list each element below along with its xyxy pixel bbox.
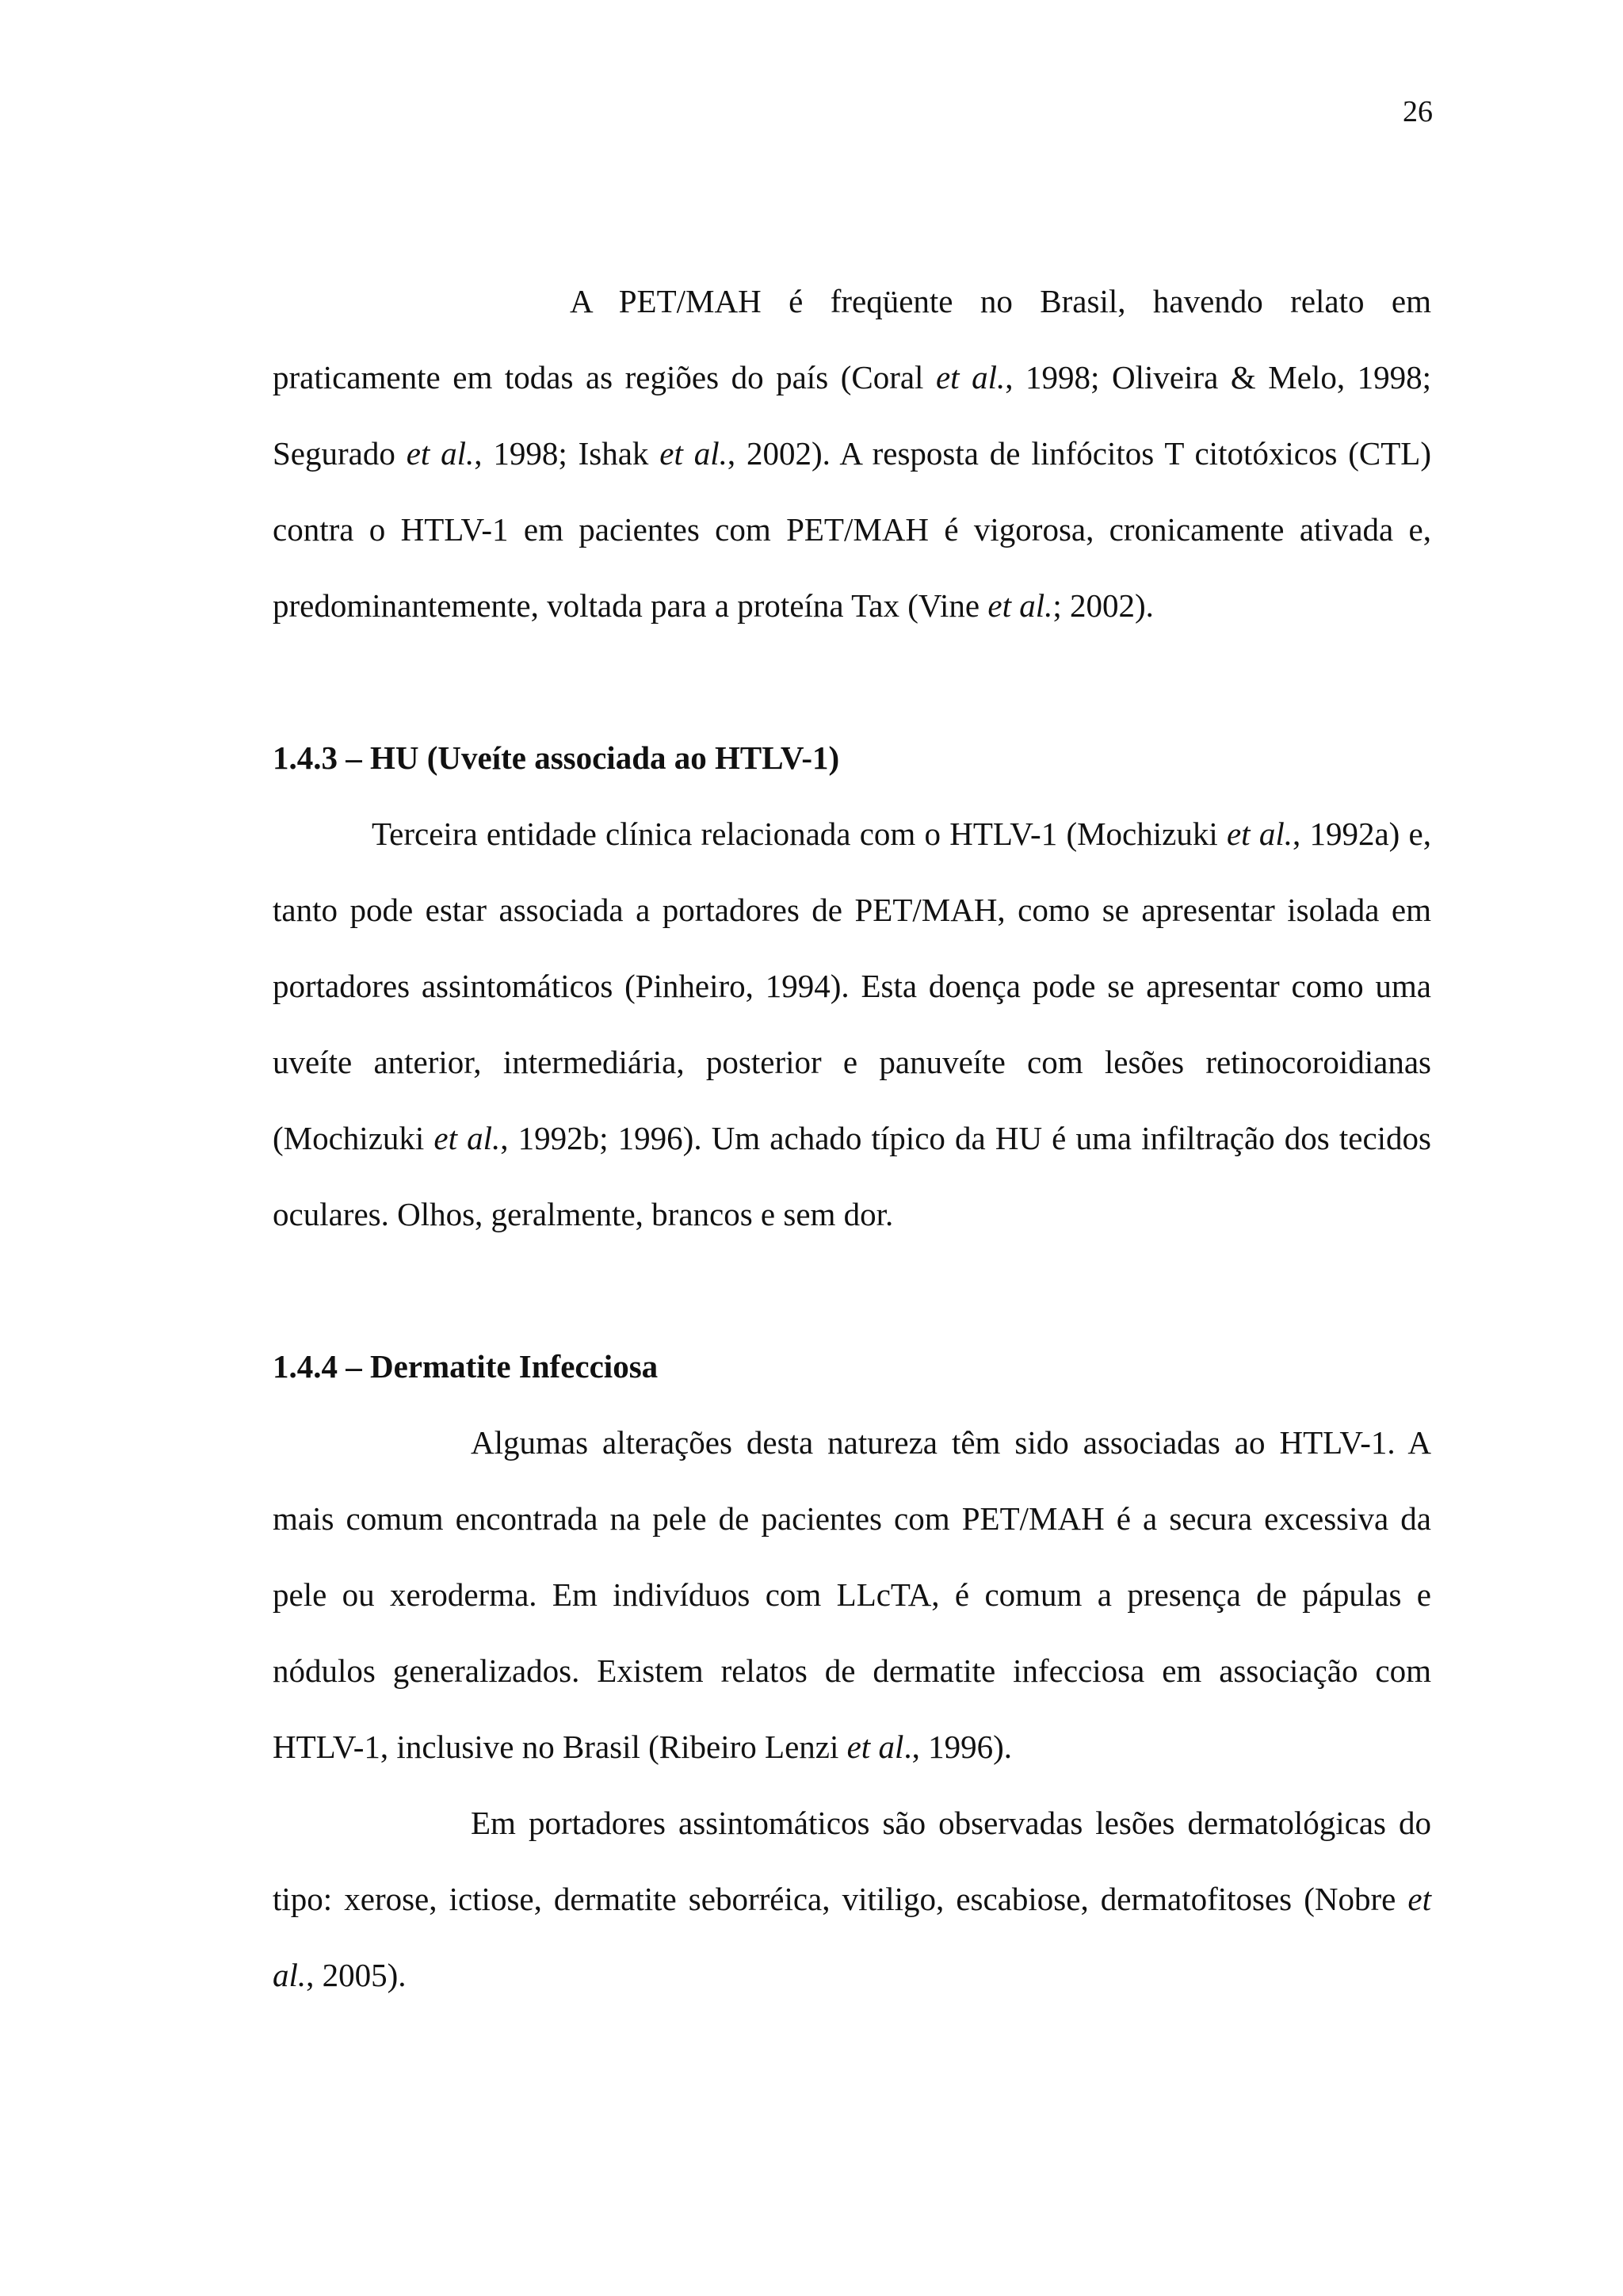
text: A PET/MAH é freqüente no Brasil, havendo relato em praticamente em todas as regiões do país (Coral	[273, 283, 1431, 395]
text: ., 1996).	[903, 1729, 1012, 1765]
citation-italic: et al.	[1226, 816, 1293, 852]
page-number: 26	[1403, 95, 1433, 128]
citation-italic: et al	[846, 1729, 904, 1765]
paragraph-hu	[273, 796, 1431, 1252]
citation-italic: et al.	[273, 1881, 1431, 1993]
text: Terceira entidade clínica relacionada com o HTLV-1 (Mochizuki	[372, 816, 1227, 852]
paragraph-assintomaticos	[273, 1785, 1431, 2013]
text: , 1998; Oliveira & Melo, 1998; Segurado	[273, 359, 1431, 472]
text: , 2002). A resposta de linfócitos T citotóxicos (CTL) contra o HTLV-1 em pacientes com PET/MAH é vigorosa, cronicamente ativada e, predominantemente, voltada para a proteína Tax (Vine	[273, 435, 1431, 624]
citation-italic: et al.	[406, 435, 475, 472]
paragraph-dermatite	[273, 1404, 1431, 1785]
citation-italic: et al.	[433, 1120, 501, 1156]
citation-italic: et al.	[659, 435, 727, 472]
text: Em portadores assintomáticos são observadas lesões dermatológicas do tipo: xerose, ictiose, dermatite seborréica, vitiligo, escabiose, dermatofitoses (Nobre	[273, 1805, 1431, 1917]
text: ; 2002).	[1052, 587, 1154, 624]
spacer	[273, 644, 1431, 720]
text: , 2005).	[306, 1957, 407, 1993]
document-body	[273, 263, 1431, 2013]
citation-italic: et al.	[987, 587, 1053, 624]
spacer	[273, 1252, 1431, 1328]
section-heading-hu: 1.4.3 – HU (Uveíte associada ao HTLV-1)	[273, 739, 840, 776]
text: , 1992b; 1996). Um achado típico da HU é uma infiltração dos tecidos oculares. Olhos, geralmente, brancos e sem dor.	[273, 1120, 1432, 1232]
text: Algumas alterações desta natureza têm sido associadas ao HTLV-1. A mais comum encontrada na pele de pacientes com PET/MAH é a secura excessiva da pele ou xeroderma. Em indivíduos com LLcTA, é comum a presença de pápulas e nódulos generalizados. Existem relatos de dermatite infecciosa em associação com HTLV-1, inclusive no Brasil (Ribeiro Lenzi	[273, 1424, 1431, 1765]
text: , 1992a) e, tanto pode estar associada a portadores de PET/MAH, como se apresentar isolada em portadores assintomáticos (Pinheiro, 1994). Esta doença pode se apresentar como uma uveíte anterior, intermediária, posterior e panuveíte com lesões retinocoroidianas (Mochizuki	[273, 816, 1432, 1156]
paragraph-pet-mah	[273, 263, 1431, 644]
text: , 1998; Ishak	[474, 435, 660, 472]
citation-italic: et al.	[935, 359, 1006, 395]
section-heading-dermatite: 1.4.4 – Dermatite Infecciosa	[273, 1348, 659, 1385]
